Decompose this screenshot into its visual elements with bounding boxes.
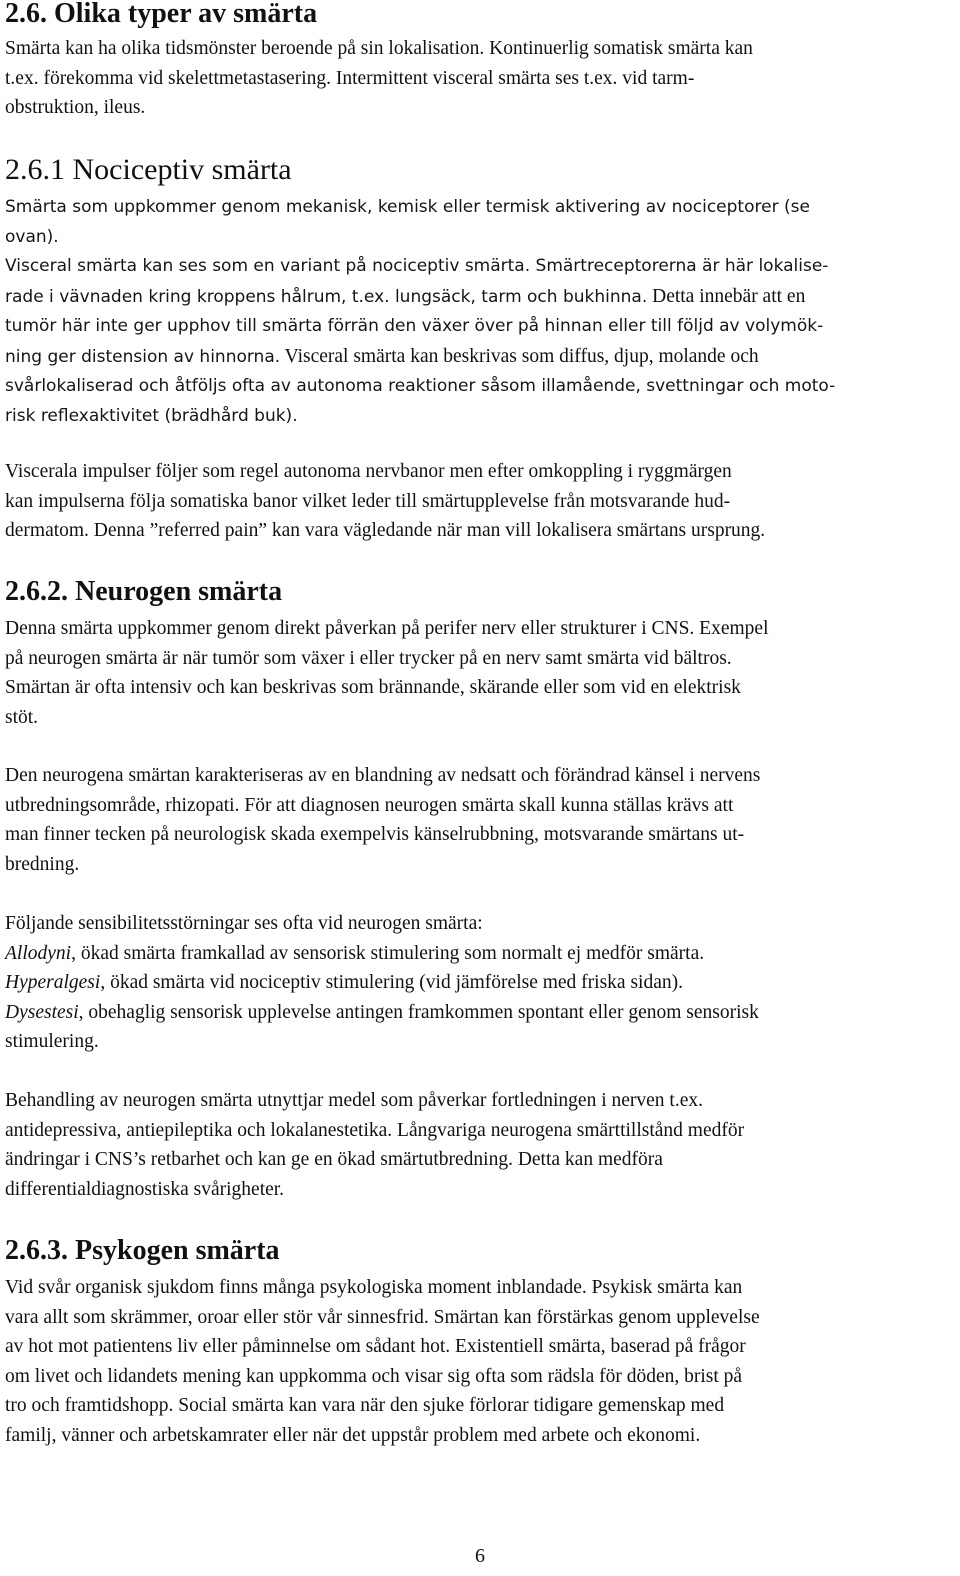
section-heading-2-6-1: 2.6.1 Nociceptiv smärta <box>5 153 292 186</box>
text-line: familj, vänner och arbetskamrater eller när det uppstår problem med arbete och ekonomi. <box>5 1424 701 1446</box>
page-number: 6 <box>475 1545 485 1567</box>
text-line: på neurogen smärta är när tumör som växer i eller trycker på en nerv samt smärta vid bältros. <box>5 647 732 669</box>
text-line: utbredningsområde, rhizopati. För att diagnosen neurogen smärta skall kunna ställas krävs att <box>5 794 734 816</box>
term-hyperalgesi: Hyperalgesi <box>5 972 101 993</box>
paragraph-neurogenic-characteristics <box>5 761 953 879</box>
text-line: Den neurogena smärtan karakteriseras av en blandning av nedsatt och förändrad känsel i nervens <box>5 765 761 786</box>
section-heading-2-6-2: 2.6.2. Neurogen smärta <box>5 576 283 607</box>
text-line: ning ger distension av hinnorna. Visceral smärta kan beskrivas som diffus, djup, molande och <box>5 345 759 367</box>
text-line: risk reflexaktivitet (brädhård buk). <box>5 405 298 426</box>
text-line: t.ex. förekomma vid skelettmetastasering. Intermittent visceral smärta ses t.ex. vid tarm- <box>5 67 695 89</box>
text-line: av hot mot patientens liv eller påminnelse om sådant hot. Existentiell smärta, baserad på frågor <box>5 1336 746 1357</box>
text-line: Smärta kan ha olika tidsmönster beroende på sin lokalisation. Kontinuerlig somatisk smärta kan <box>5 38 753 59</box>
text-line: bredning. <box>5 853 80 875</box>
text-line: ändringar i CNS’s retbarhet och kan ge en ökad smärtutbredning. Detta kan medföra <box>5 1149 663 1170</box>
text-line: Visceral smärta kan ses som en variant på nociceptiv smärta. Smärtreceptorerna är här lokalise- <box>5 256 829 276</box>
paragraph-sensibility-disturbances <box>5 909 953 1057</box>
text-line: obstruktion, ileus. <box>5 97 146 118</box>
text-line: Behandling av neurogen smärta utnyttjar medel som påverkar fortledningen i nerven t.ex. <box>5 1090 703 1111</box>
text-line: ovan). <box>5 226 59 247</box>
text-line: stöt. <box>5 706 39 728</box>
text-line: om livet och lidandets mening kan uppkomma och visar sig ofta som rädsla för döden, brist på <box>5 1365 743 1387</box>
text-line: kan impulserna följa somatiska banor vilket leder till smärtupplevelse från motsvarande hud- <box>5 490 731 512</box>
text-line: man finner tecken på neurologisk skada exempelvis känselrubbning, motsvarande smärtans ut- <box>5 824 745 845</box>
term-allodyni: Allodyni <box>5 942 72 964</box>
text-line: differentialdiagnostiska svårigheter. <box>5 1178 285 1200</box>
term-line-allodyni: Allodyni, ökad smärta framkallad av sensorisk stimulering som normalt ej medför smärta. <box>5 942 705 964</box>
paragraph-neurogenic-definition <box>5 614 953 732</box>
paragraph-neurogenic-treatment <box>5 1086 953 1204</box>
paragraph-psychogenic <box>5 1273 953 1450</box>
section-heading-2-6-3: 2.6.3. Psykogen smärta <box>5 1235 280 1266</box>
text-line: Vid svår organisk sjukdom finns många psykologiska moment inblandade. Psykisk smärta kan <box>5 1277 743 1298</box>
text-line: Denna smärta uppkommer genom direkt påverkan på perifer nerv eller strukturer i CNS. Exempel <box>5 618 769 639</box>
text-line: Smärta som uppkommer genom mekanisk, kemisk eller termisk aktivering av nociceptorer (se <box>5 197 810 217</box>
text-line: tro och framtidshopp. Social smärta kan vara när den sjuke förlorar tidigare gemenskap med <box>5 1395 725 1416</box>
text-line: svårlokaliserad och åtföljs ofta av autonoma reaktioner såsom illamående, svettningar och moto- <box>5 376 836 396</box>
text-line: Smärtan är ofta intensiv och kan beskrivas som brännande, skärande eller som vid en elektrisk <box>5 677 741 698</box>
paragraph-nociceptive <box>5 193 953 431</box>
paragraph-types-of-pain <box>5 34 953 123</box>
text-line: dermatom. Denna ”referred pain” kan vara vägledande när man vill lokalisera smärtans ursprung. <box>5 520 766 541</box>
text-line: stimulering. <box>5 1031 99 1052</box>
term-line-hyperalgesi: Hyperalgesi, ökad smärta vid nociceptiv stimulering (vid jämförelse med friska sidan). <box>5 972 683 993</box>
text-line: vara allt som skrämmer, oroar eller stör vår sinnesfrid. Smärtan kan förstärkas genom upplevelse <box>5 1306 760 1328</box>
section-heading-2-6: 2.6. Olika typer av smärta <box>5 0 318 29</box>
text-line: Följande sensibilitetsstörningar ses ofta vid neurogen smärta: <box>5 913 483 934</box>
text-line: rade i vävnaden kring kroppens hålrum, t.ex. lungsäck, tarm och bukhinna. Detta innebär att en <box>5 285 806 307</box>
text-line: tumör här inte ger upphov till smärta förrän den växer över på hinnan eller till följd av volymök- <box>5 316 824 336</box>
text-line: Viscerala impulser följer som regel autonoma nervbanor men efter omkoppling i ryggmärgen <box>5 461 732 482</box>
term-line-dysestesi: Dysestesi, obehaglig sensorisk upplevelse antingen framkommen spontant eller genom sensorisk <box>5 1001 759 1023</box>
term-dysestesi: Dysestesi <box>5 1001 79 1023</box>
paragraph-visceral-impulses <box>5 457 953 546</box>
text-line: antidepressiva, antiepileptika och lokalanestetika. Långvariga neurogena smärttillstånd medför <box>5 1119 745 1141</box>
